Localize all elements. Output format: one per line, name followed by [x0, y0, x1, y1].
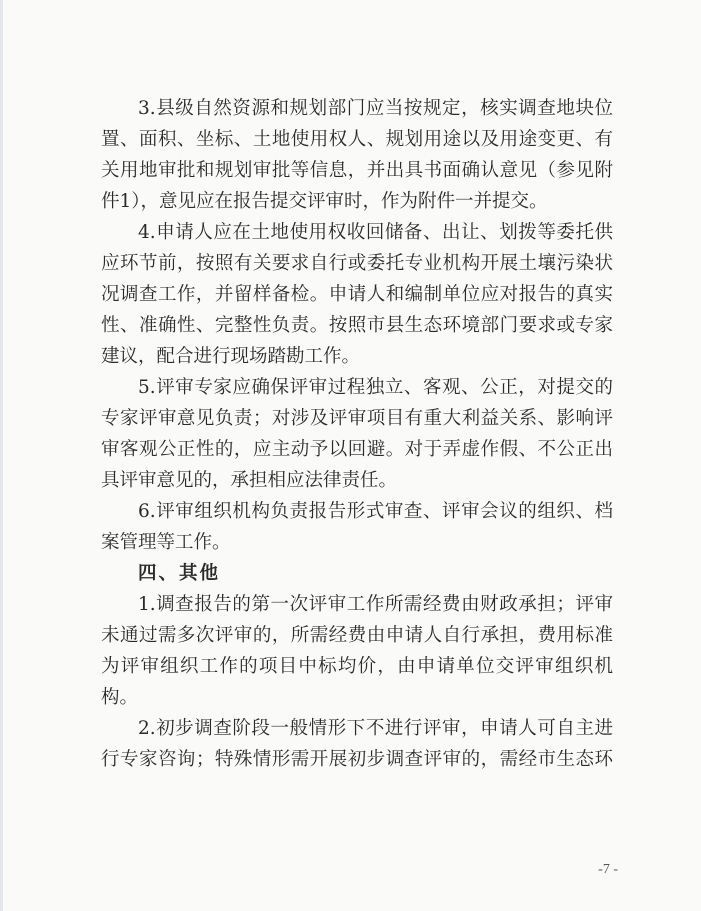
paragraph-4-line-3: 况调查工作，并留样备检。申请人和编制单位应对报告的真实 — [101, 284, 613, 305]
document-body — [101, 93, 613, 775]
paragraph-3-line-3: 关用地审批和规划审批等信息，并出具书面确认意见（参见附 — [101, 160, 613, 181]
other-item-1-line-3: 为评审组织工作的项目中标均价，由申请单位交评审组织机 — [101, 656, 613, 677]
paragraph-4-line-4: 性、准确性、完整性负责。按照市县生态环境部门要求或专家 — [101, 315, 613, 336]
other-item-1-line-4: 构。 — [101, 687, 139, 708]
other-item-1-line-2: 未通过需多次评审的，所需经费由申请人自行承担，费用标准 — [101, 625, 613, 646]
paragraph-6-line-1: 6.评审组织机构负责报告形式审查、评审会议的组织、档 — [138, 501, 613, 522]
paragraph-4-line-1: 4.申请人应在土地使用权收回储备、出让、划拨等委托供 — [138, 222, 613, 243]
paragraph-4-line-2: 应环节前，按照有关要求自行或委托专业机构开展土壤污染状 — [101, 253, 613, 274]
paragraph-5-line-1: 5.评审专家应确保评审过程独立、客观、公正，对提交的 — [138, 377, 613, 398]
other-item-1-line-1: 1.调查报告的第一次评审工作所需经费由财政承担；评审 — [138, 594, 613, 615]
paragraph-5-line-4: 具评审意见的，承担相应法律责任。 — [101, 470, 398, 491]
paragraph-5-line-3: 审客观公正性的，应主动予以回避。对于弄虚作假、不公正出 — [101, 439, 613, 460]
paragraph-5-line-2: 专家评审意见负责；对涉及评审项目有重大利益关系、影响评 — [101, 408, 613, 429]
paragraph-6-line-2: 案管理等工作。 — [101, 532, 231, 553]
paragraph-3-line-4: 件1），意见应在报告提交评审时，作为附件一并提交。 — [101, 191, 548, 212]
section-heading-other: 四、其他 — [138, 563, 221, 584]
page-number: -7 - — [598, 862, 618, 877]
paragraph-4-line-5: 建议，配合进行现场踏勘工作。 — [101, 346, 361, 367]
page-left-edge — [0, 0, 3, 911]
other-item-2-line-2: 行专家咨询；特殊情形需开展初步调查评审的，需经市生态环 — [101, 749, 613, 770]
paragraph-3-line-1: 3.县级自然资源和规划部门应当按规定，核实调查地块位 — [138, 98, 613, 119]
other-item-2-line-1: 2.初步调查阶段一般情形下不进行评审，申请人可自主进 — [138, 718, 613, 739]
paragraph-3-line-2: 置、面积、坐标、土地使用权人、规划用途以及用途变更、有 — [101, 129, 613, 150]
